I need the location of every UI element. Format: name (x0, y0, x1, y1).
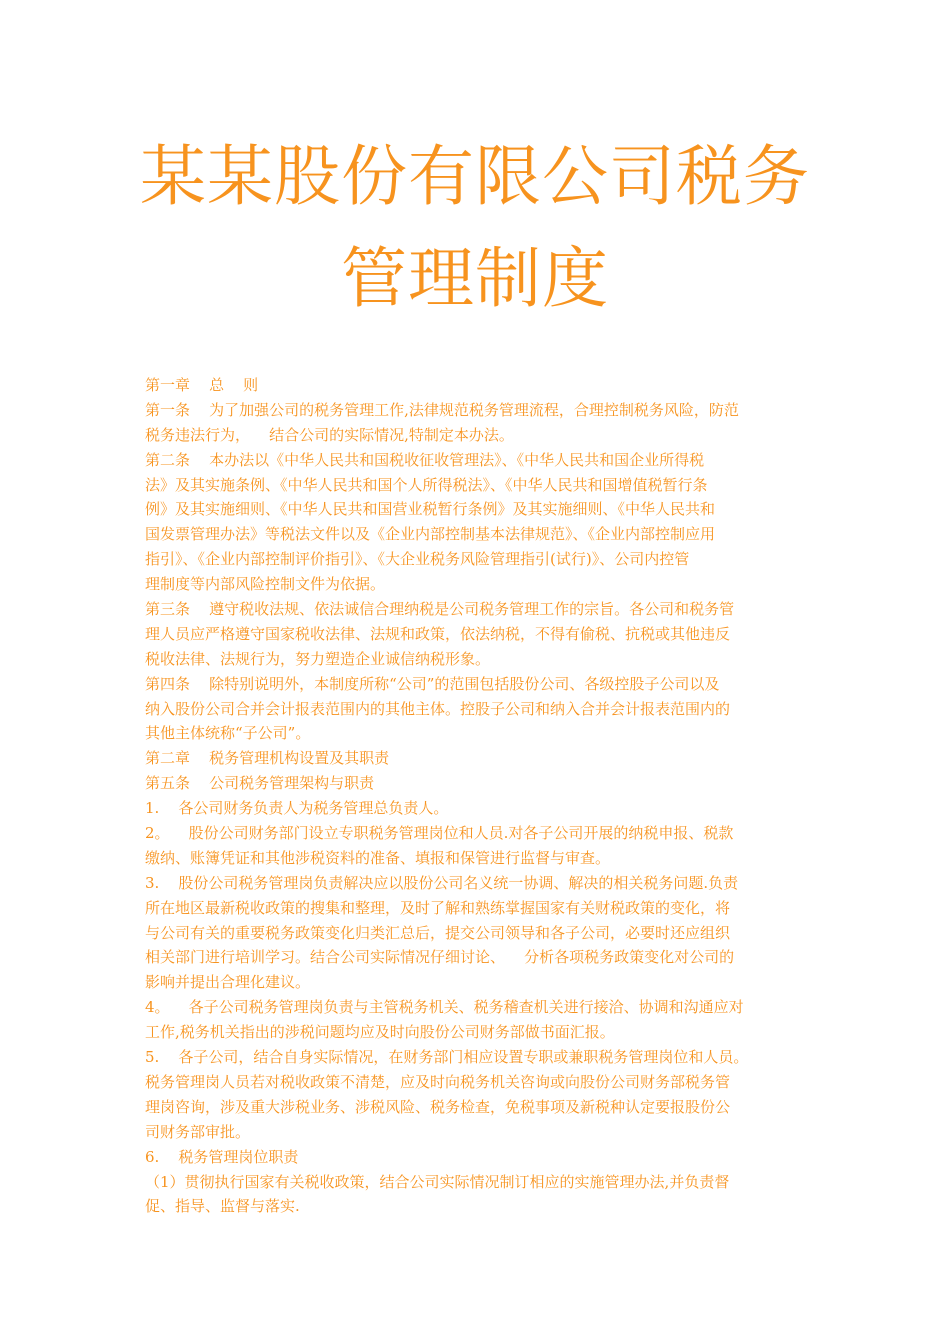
chapter-heading: 第一章 总 则 (145, 376, 259, 394)
text-line: 促、指导、监督与落实. (145, 1197, 300, 1216)
text-line: （1）贯彻执行国家有关税收政策，结合公司实际情况制订相应的实施管理办法,并负责督 (145, 1172, 730, 1191)
text-line: 6. 税务管理岗位职责 (145, 1147, 299, 1166)
text-line: 例》及其实施细则、《中华人民共和国营业税暂行条例》及其实施细则、《中华人民共和 (145, 500, 716, 519)
text-line: 司财务部审批。 (145, 1122, 251, 1141)
text-line: 纳入股份公司合并会计报表范围内的其他主体。控股子公司和纳入合并会计报表范围内的 (145, 699, 731, 718)
text-line: 第二条 本办法以《中华人民共和国税收征收管理法》、《中华人民共和国企业所得税 (145, 450, 705, 469)
text-line: 与公司有关的重要税务政策变化归类汇总后，提交公司领导和各子公司，必要时还应组织 (145, 923, 731, 942)
text-line: 指引》、《企业内部控制评价指引》、《大企业税务风险管理指引(试行)》、公司内控管 (145, 550, 690, 569)
text-line: 法》及其实施条例、《中华人民共和国个人所得税法》、《中华人民共和国增值税暂行条 (145, 475, 708, 494)
text-line: 理人员应严格遵守国家税收法律、法规和政策，依法纳税，不得有偷税、抗税或其他违反 (145, 624, 731, 643)
document-title-line-2: 管理制度 (341, 240, 609, 317)
text-line: 所在地区最新税收政策的搜集和整理，及时了解和熟练掌握国家有关财税政策的变化，将 (145, 898, 731, 917)
text-line: 第三条 遵守税收法规、依法诚信合理纳税是公司税务管理工作的宗旨。各公司和税务管 (145, 600, 735, 619)
text-line: 税收法律、法规行为，努力塑造企业诚信纳税形象。 (145, 649, 491, 668)
text-line: 其他主体统称“子公司”。 (145, 724, 311, 743)
text-line: 第五条 公司税务管理架构与职责 (145, 774, 375, 793)
text-line: 税务违法行为， 结合公司的实际情况,特制定本办法。 (145, 425, 514, 444)
text-line: 3. 股份公司税务管理岗负责解决应以股份公司名义统一协调、解决的相关税务问题.负责 (145, 873, 739, 892)
text-line: 1. 各公司财务负责人为税务管理总负责人。 (145, 799, 449, 818)
text-line: 税务管理岗人员若对税收政策不清楚，应及时向税务机关咨询或向股份公司财务部税务管 (145, 1072, 731, 1091)
document-title-line-1: 某某股份有限公司税务 (140, 138, 810, 215)
text-line: 影响并提出合理化建议。 (145, 973, 311, 992)
text-line: 5. 各子公司，结合自身实际情况，在财务部门相应设置专职或兼职税务管理岗位和人员。 (145, 1048, 749, 1067)
text-line: 理制度等内部风险控制文件为依据。 (145, 575, 386, 594)
chapter-heading: 第二章 税务管理机构设置及其职责 (145, 749, 390, 768)
text-line: 2。 股份公司财务部门设立专职税务管理岗位和人员.对各子公司开展的纳税申报、税款 (145, 824, 734, 843)
text-line: 第四条 除特别说明外，本制度所称“公司”的范围包括股份公司、各级控股子公司以及 (145, 674, 720, 693)
text-line: 相关部门进行培训学习。结合公司实际情况仔细讨论、 分析各项税务政策变化对公司的 (145, 948, 735, 967)
document-body (145, 373, 815, 1219)
text-line: 理岗咨询，涉及重大涉税业务、涉税风险、税务检查，免税事项及新税种认定要报股份公 (145, 1097, 731, 1116)
text-line: 缴纳、账簿凭证和其他涉税资料的准备、填报和保管进行监督与审查。 (145, 848, 611, 867)
text-line: 4。 各子公司税务管理岗负责与主管税务机关、税务稽查机关进行接洽、协调和沟通应对 (145, 998, 744, 1017)
text-line: 第一条 为了加强公司的税务管理工作,法律规范税务管理流程，合理控制税务风险，防范 (145, 400, 739, 419)
text-line: 国发票管理办法》等税法文件以及《企业内部控制基本法律规范》、《企业内部控制应用 (145, 525, 716, 544)
text-line: 工作,税务机关指出的涉税问题均应及时向股份公司财务部做书面汇报。 (145, 1023, 615, 1042)
